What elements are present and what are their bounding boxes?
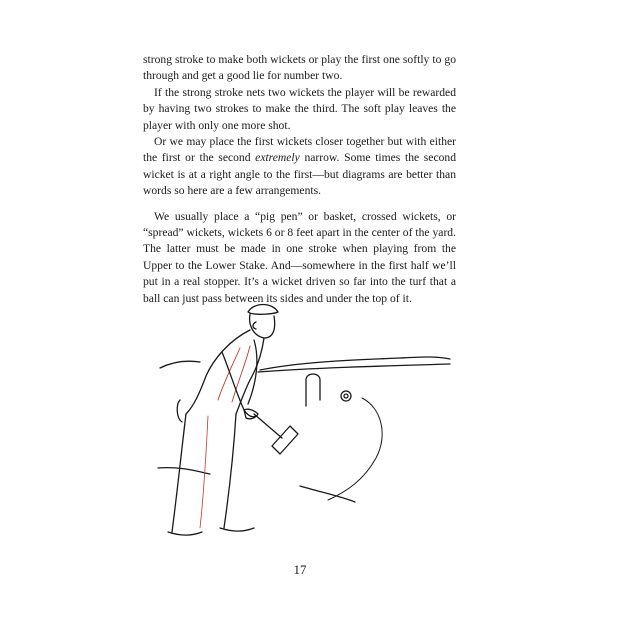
paragraph-2: If the strong stroke nets two wickets the player will be rewarded by having two strokes to make the third. The soft play leaves the player with only one more shot. <box>143 85 456 132</box>
player-pocket <box>177 400 182 422</box>
player-left-foot <box>168 532 202 535</box>
mallet-head <box>272 426 298 454</box>
ball-path-arc <box>328 398 382 500</box>
croquet-player-illustration <box>150 296 470 556</box>
mallet-shaft <box>254 414 282 438</box>
player-trousers-left <box>172 414 186 532</box>
paragraph-3 <box>143 134 456 200</box>
paragraph-4: We usually place a “pig pen” or basket, crossed wickets, or “spread” wickets, wickets 6 or 8 feet apart in the center of the yard. The latter must be made in one stroke when playing from the Upper to the Lower Stake. And—somewhere in the first half we’ll put in a real stopper. It’s a wicket driven so far into the turf that a ball can just pass between its sides and under the top of it. <box>143 209 456 305</box>
paragraph-3-start: Or we may place the first wickets closer together but with either the first or the second <box>143 135 456 165</box>
player-right-foot <box>220 528 254 531</box>
paragraph-3-emphasis: extremely <box>255 151 300 165</box>
player-trousers-right <box>224 414 236 528</box>
croquet-ball <box>341 391 351 401</box>
horizon-line <box>160 357 450 370</box>
player-ear <box>253 322 256 329</box>
player-cap <box>248 305 278 315</box>
croquet-ball-detail <box>344 394 348 398</box>
ground-line-left <box>158 468 210 474</box>
wicket-hoop <box>306 374 320 406</box>
page-number: 17 <box>293 562 307 577</box>
ground-line-mid <box>300 486 355 502</box>
paragraph-3-end: narrow. Some times the second wicket is at a right angle to the first—but diagrams are better than words so here are a few arrangements. <box>143 151 456 198</box>
body-text <box>143 52 456 307</box>
player-hands <box>244 409 258 419</box>
paragraph-1: strong stroke to make both wickets or play the first one softly to go through and get a good lie for number two. <box>143 53 456 83</box>
